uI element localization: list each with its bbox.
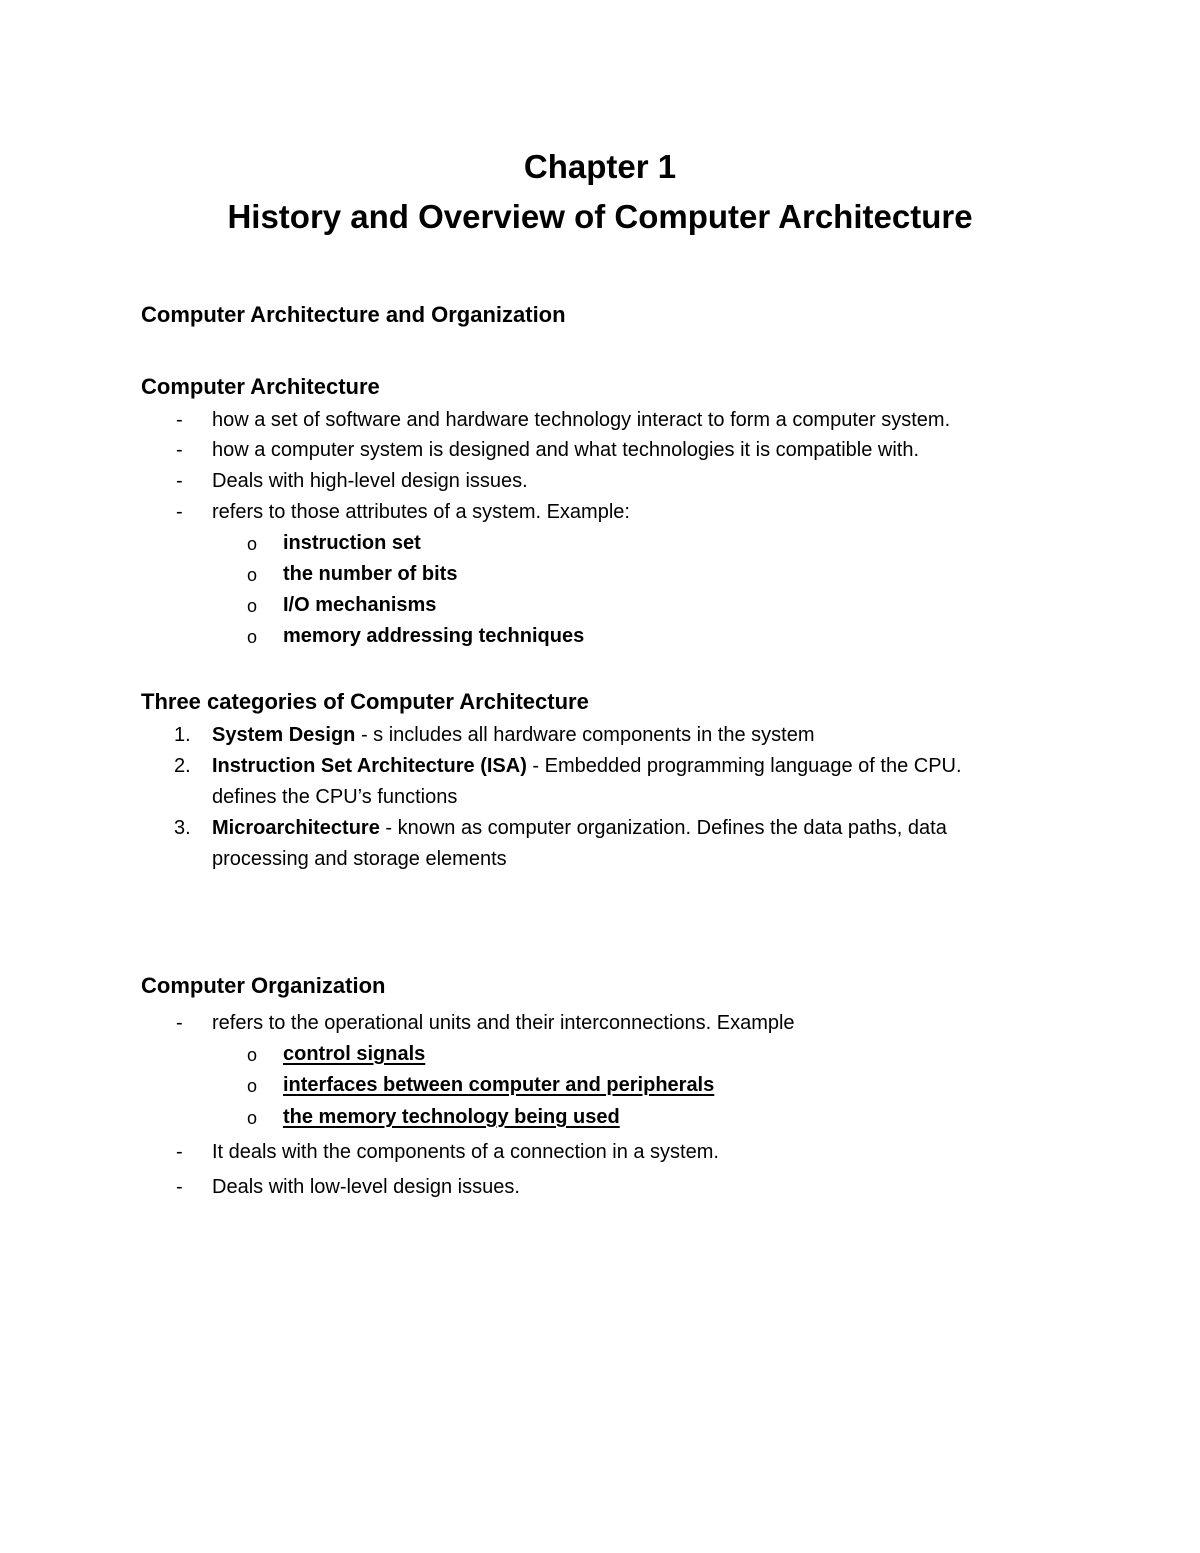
category-desc-2: - Embedded programming language of the CPU. [526, 755, 962, 777]
category-term-3: Microarchitecture [212, 817, 380, 839]
category-desc-3: - known as computer organization. Defines the data paths, data [379, 817, 947, 839]
circle-bullet-icon: o [247, 596, 258, 616]
circle-bullet-icon: o [247, 1045, 258, 1065]
dash-marker: - [176, 439, 183, 461]
dash-marker: - [176, 470, 183, 492]
category-item-2 [212, 753, 962, 779]
category-number-2: 2. [174, 755, 191, 777]
category-desc-1: - s includes all hardware components in the system [355, 724, 815, 746]
dash-marker: - [176, 409, 183, 431]
circle-bullet-icon: o [247, 627, 258, 647]
architecture-bullet-3: Deals with high-level design issues. [212, 470, 528, 492]
section-heading-computer-architecture: Computer Architecture [141, 374, 380, 399]
category-continuation-2: defines the CPU’s functions [212, 786, 458, 808]
circle-bullet-icon: o [247, 1076, 258, 1096]
circle-bullet-icon: o [247, 1108, 258, 1128]
organization-bullet-1: It deals with the components of a connection in a system. [212, 1141, 719, 1163]
organization-intro: refers to the operational units and their interconnections. Example [212, 1012, 795, 1034]
section-heading-computer-organization: Computer Organization [141, 973, 386, 998]
architecture-bullet-1: how a set of software and hardware technology interact to form a computer system. [212, 409, 951, 431]
category-number-1: 1. [174, 724, 191, 746]
section-heading-architecture-and-organization: Computer Architecture and Organization [141, 302, 566, 327]
category-continuation-3: processing and storage elements [212, 848, 507, 870]
category-term-1: System Design [212, 724, 356, 746]
dash-marker: - [176, 1012, 183, 1034]
architecture-example-4: memory addressing techniques [283, 625, 585, 647]
chapter-title: Chapter 1 [523, 148, 677, 185]
dash-marker: - [176, 1141, 183, 1163]
architecture-example-1: instruction set [283, 532, 421, 554]
architecture-bullet-2: how a computer system is designed and what technologies it is compatible with. [212, 439, 920, 461]
dash-marker: - [176, 501, 183, 523]
category-item-1 [212, 722, 815, 748]
chapter-subtitle: History and Overview of Computer Architecture [227, 198, 973, 235]
architecture-bullet-4: refers to those attributes of a system. Example: [212, 501, 630, 523]
section-heading-categories: Three categories of Computer Architecture [141, 689, 589, 714]
category-item-3 [212, 815, 947, 841]
circle-bullet-icon: o [247, 534, 258, 554]
architecture-example-3: I/O mechanisms [283, 594, 437, 616]
organization-bullet-2: Deals with low-level design issues. [212, 1176, 520, 1198]
organization-example-1: control signals [283, 1043, 426, 1065]
organization-example-2: interfaces between computer and peripherals [283, 1074, 715, 1096]
organization-example-3: the memory technology being used [283, 1106, 620, 1128]
dash-marker: - [176, 1176, 183, 1198]
category-number-3: 3. [174, 817, 191, 839]
category-term-2: Instruction Set Architecture (ISA) [212, 755, 527, 777]
circle-bullet-icon: o [247, 565, 258, 585]
architecture-example-2: the number of bits [283, 563, 458, 585]
